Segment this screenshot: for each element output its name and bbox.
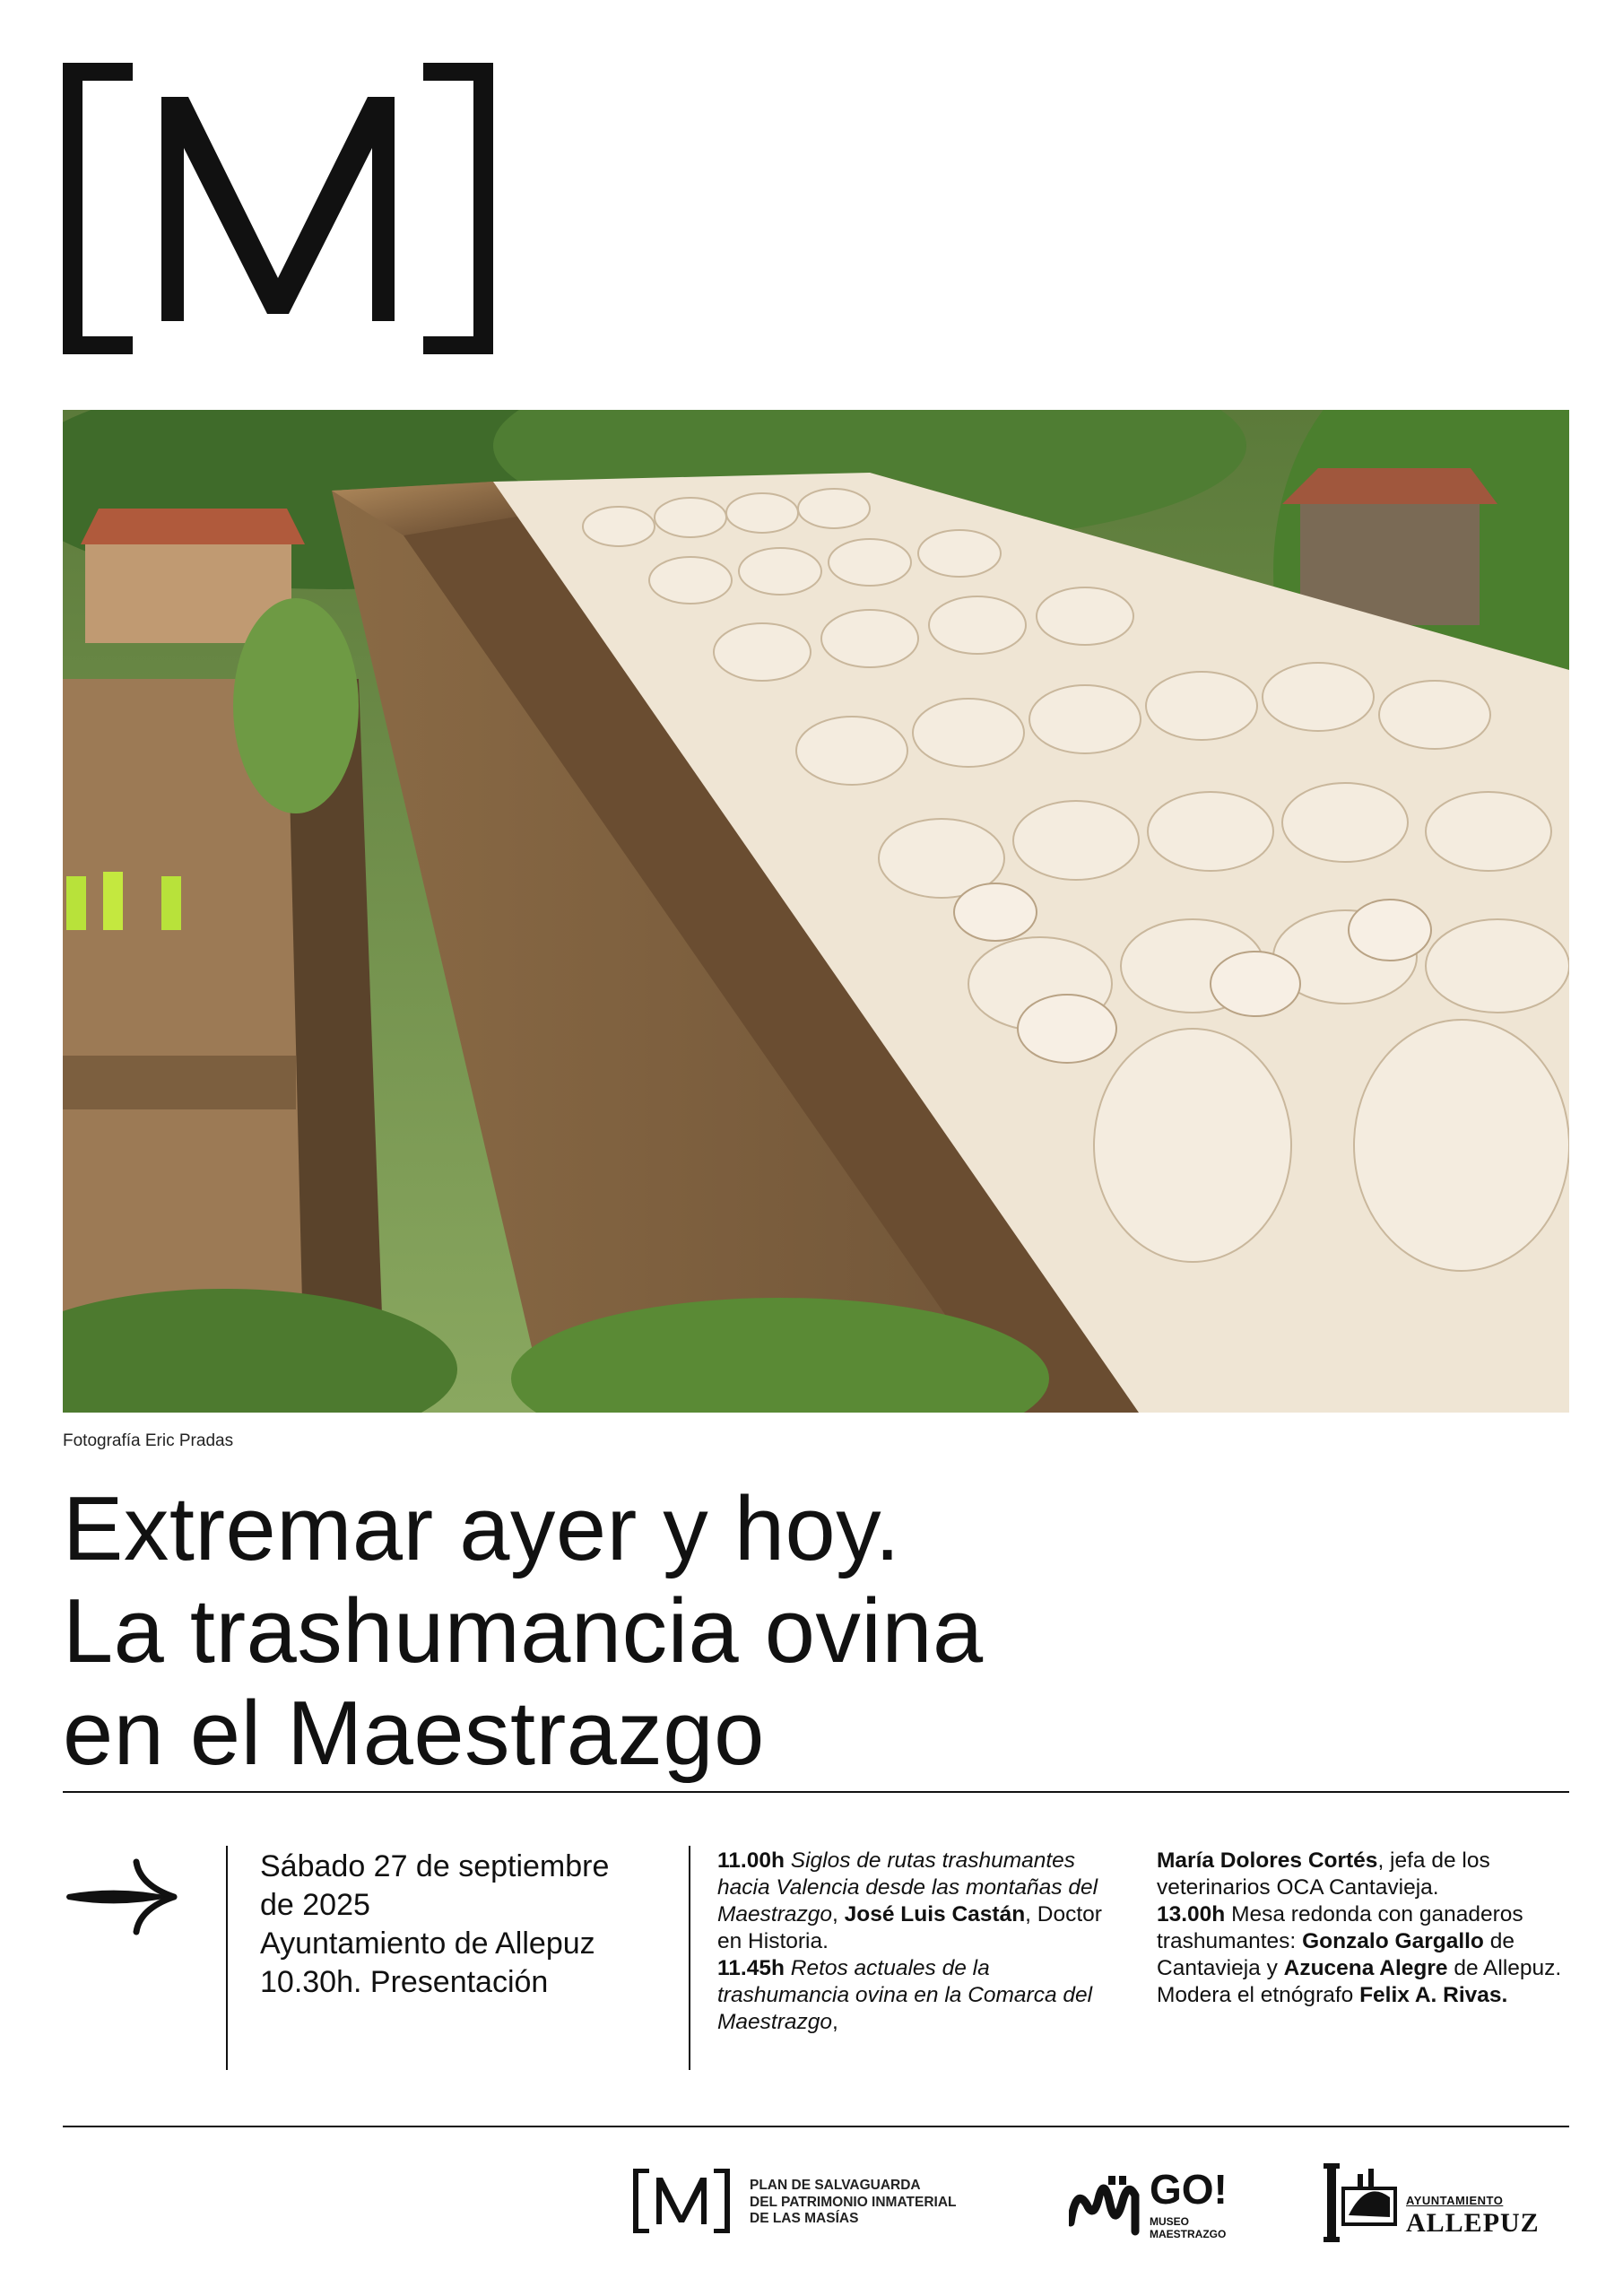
sheep-flock-photo [63, 410, 1569, 1413]
go-title: GO! [1150, 2166, 1228, 2213]
program-item-3 [1157, 1901, 1569, 2009]
event-info [260, 1848, 681, 2002]
divider-vertical-1 [226, 1846, 228, 2070]
go-sub-line: MAESTRAZGO [1150, 2228, 1227, 2240]
program-time: 11.45h [717, 1956, 785, 1980]
go-subtitle [1150, 2215, 1226, 2240]
go-sub-line: MUSEO [1150, 2215, 1190, 2228]
photo-credit: Fotografía Eric Pradas [63, 1431, 234, 1450]
program-talk-title: Siglos de rutas trashumantes hacia Valencia desde las montañas del Maestrazgo [717, 1848, 1098, 1926]
divider-bottom [63, 2126, 1569, 2127]
program-speaker: José Luis Castán [844, 1902, 1026, 1926]
plan-line: DE LAS MASÍAS [750, 2211, 859, 2226]
plan-m-logo [633, 2169, 730, 2233]
program-column-1 [717, 1848, 1103, 2036]
program-separator: , [832, 2010, 838, 2034]
program-speaker: Gonzalo Gargallo [1302, 1929, 1484, 1953]
program-speaker-role: , Doctor en Historia. [717, 1902, 1102, 1953]
program-text: de Cantavieja y [1157, 1929, 1515, 1980]
program-speaker: Azucena Alegre [1283, 1956, 1448, 1980]
program-talk-title: Retos actuales de la trashumancia ovina en la Comarca del Maestrazgo [717, 1956, 1093, 2034]
program-separator: , [832, 1902, 845, 1926]
program-moderator: Felix A. Rivas. [1359, 1983, 1508, 2007]
program-column-2 [1157, 1848, 1569, 2009]
event-venue: Ayuntamiento de Allepuz [260, 1926, 595, 1961]
plan-line: DEL PATRIMONIO INMATERIAL [750, 2194, 957, 2210]
event-presentation: 10.30h. Presentación [260, 1965, 549, 1999]
program-text: Mesa redonda con ganaderos trashumantes: [1157, 1902, 1523, 1953]
allepuz-name: ALLEPUZ [1406, 2208, 1540, 2238]
allepuz-label: AYUNTAMIENTO [1406, 2194, 1504, 2207]
plan-salvaguarda-text [750, 2178, 956, 2228]
arrow-right-icon [66, 1858, 178, 1935]
event-date: Sábado 27 de septiembre [260, 1849, 610, 1883]
program-time: 11.00h [717, 1848, 785, 1873]
program-item-1 [717, 1848, 1103, 1955]
title-line-1: Extremar ayer y hoy. [63, 1479, 901, 1579]
main-m-logo [63, 63, 493, 354]
title-line-3: en el Maestrazgo [63, 1683, 765, 1784]
plan-line: PLAN DE SALVAGUARDA [750, 2178, 921, 2193]
program-time: 13.00h [1157, 1902, 1226, 1926]
divider-vertical-2 [689, 1846, 690, 2070]
allepuz-coat-of-arms-icon [1322, 2161, 1399, 2244]
program-item-2 [717, 1955, 1103, 2036]
program-item-2-cont [1157, 1848, 1569, 1901]
program-text: de Allepuz. Modera el etnógrafo [1157, 1956, 1562, 2007]
program-speaker: María Dolores Cortés [1157, 1848, 1378, 1873]
page-title [63, 1478, 1497, 1785]
program-speaker-role: , jefa de los veterinarios OCA Cantavieja. [1157, 1848, 1490, 1900]
title-line-2: La trashumancia ovina [63, 1581, 984, 1682]
event-year: de 2025 [260, 1888, 370, 1922]
divider-top [63, 1791, 1569, 1793]
